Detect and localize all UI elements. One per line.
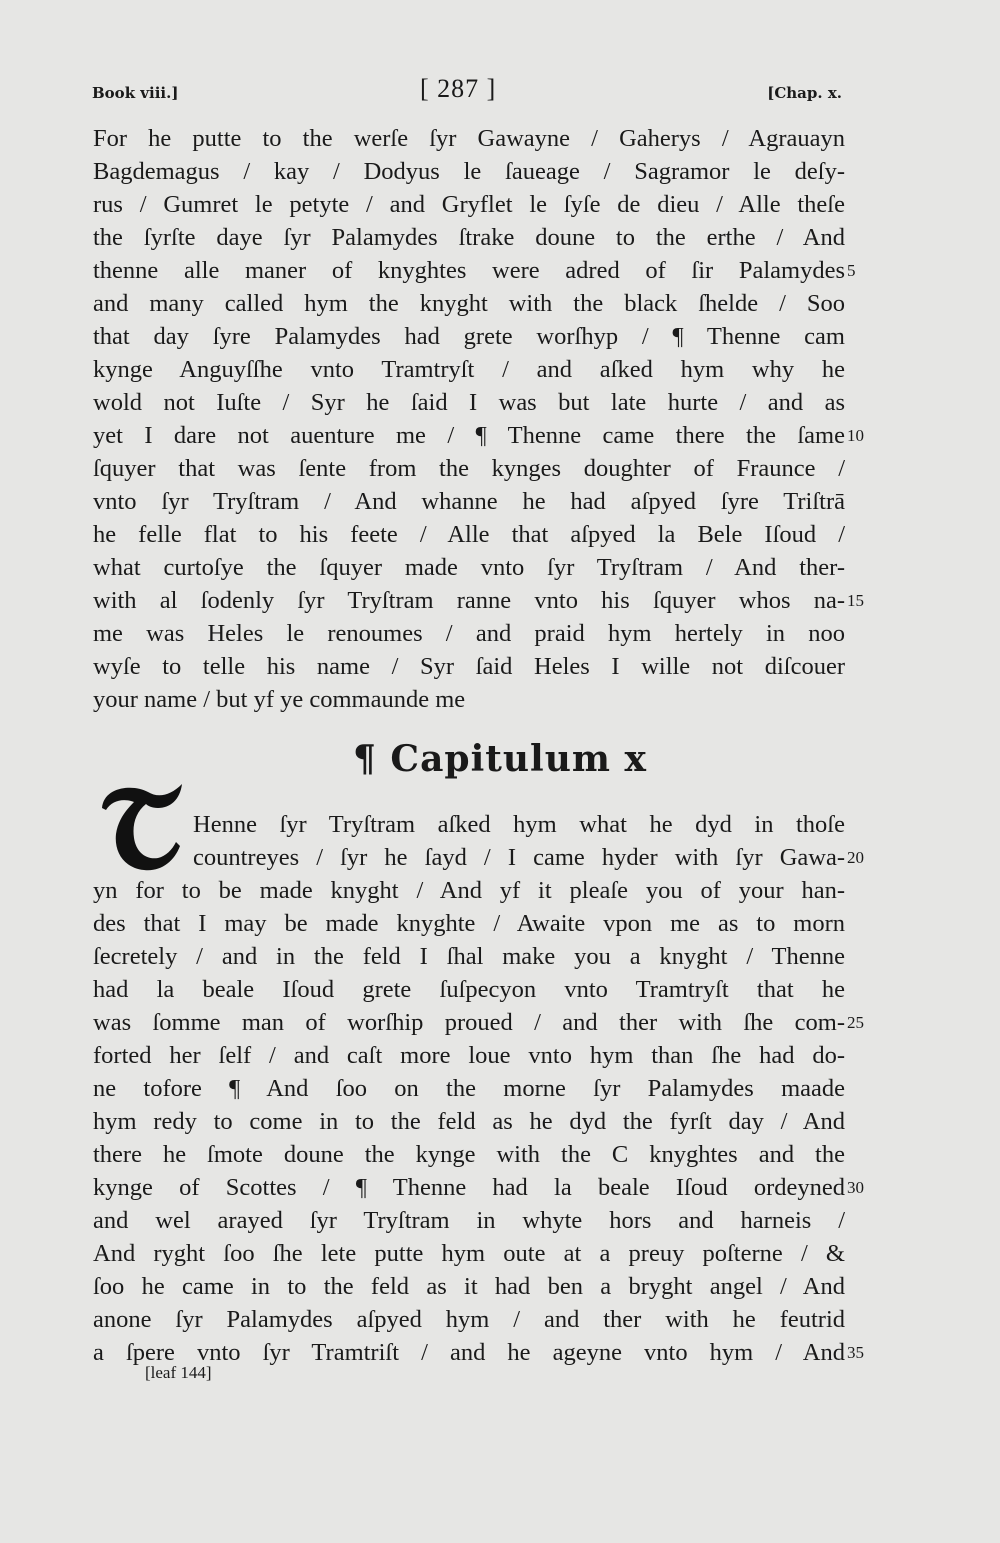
text-line [93, 452, 845, 485]
line-number: 30 [847, 1178, 864, 1197]
chapter-heading: ¶ Capitulum x [352, 738, 647, 780]
text-line [93, 1105, 845, 1138]
leaf-note: [leaf 144] [145, 1363, 212, 1382]
line-text: vnto ſyr Tryſtram / And whanne he had aſpyed ſyre Triſtrā [93, 488, 845, 515]
line-text: me was Heles le renoumes / and praid hym hertely in noo [93, 620, 845, 647]
line-number: 35 [847, 1343, 864, 1362]
line-text: countreyes / ſyr he ſayd / I came hyder with ſyr Gawa- [193, 844, 845, 871]
text-line [93, 518, 845, 551]
line-text: kynge of Scottes / ¶ Thenne had la beale Iſoud ordeyned [93, 1174, 845, 1201]
text-line [93, 1204, 845, 1237]
line-text: a ſpere vnto ſyr Tramtriſt / and he ageyne vnto hym / And [93, 1339, 845, 1366]
text-line [93, 617, 845, 650]
text-line [93, 1171, 864, 1204]
line-text: and wel arayed ſyr Tryſtram in whyte hors and harneis / [93, 1207, 845, 1234]
text-line [93, 1237, 845, 1270]
text-line [93, 874, 845, 907]
text-line [93, 1006, 864, 1039]
line-number: 20 [847, 848, 864, 867]
text-line [93, 155, 845, 188]
line-text: thenne alle maner of knyghtes were adred of ſir Palamydes [93, 257, 845, 284]
line-text: had la beale Iſoud grete ſuſpecyon vnto Tramtryſt that he [93, 976, 845, 1003]
line-text: ne tofore ¶ And ſoo on the morne ſyr Palamydes maade [93, 1075, 845, 1102]
line-text: rus / Gumret le petyte / and Gryflet le ſyſe de dieu / Alle theſe [93, 191, 845, 218]
running-header [92, 72, 842, 112]
text-line [93, 808, 845, 841]
text-line [93, 907, 845, 940]
text-line [93, 485, 845, 518]
text-line [93, 973, 845, 1006]
text-line [93, 841, 864, 874]
text-line [93, 551, 845, 584]
text-line [93, 221, 845, 254]
line-text: there he ſmote doune the kynge with the C knyghtes and the [93, 1141, 845, 1168]
text-line [93, 1039, 845, 1072]
line-text: that day ſyre Palamydes had grete worſhyp / ¶ Thenne cam [93, 323, 845, 350]
text-line [93, 254, 856, 287]
text-line [93, 419, 864, 452]
text-line [93, 1303, 845, 1336]
line-text: ſecretely / and in the feld I ſhal make you a knyght / Thenne [93, 943, 845, 970]
line-text: forted her ſelf / and caſt more loue vnto hym than ſhe had do- [93, 1042, 845, 1069]
line-text: and many called hym the knyght with the black ſhelde / Soo [93, 290, 845, 317]
line-number: 5 [847, 261, 856, 280]
line-text: And ryght ſoo ſhe lete putte hym oute at a preuy poſterne / & [93, 1240, 845, 1267]
text-line [93, 188, 845, 221]
line-text: kynge Anguyſſhe vnto Tramtryſt / and aſked hym why he [93, 356, 845, 383]
line-text: yn for to be made knyght / And yf it pleaſe you of your han- [93, 877, 845, 904]
page-number: [ 287 ] [420, 74, 497, 103]
line-text: what curtoſye the ſquyer made vnto ſyr Tryſtram / And ther- [93, 554, 845, 581]
text-line [93, 386, 845, 419]
chapter-label: [Chap. x. [767, 84, 842, 102]
text-line [93, 353, 845, 386]
line-text: ſoo he came in to the feld as it had ben a bryght angel / And [93, 1273, 845, 1300]
line-text: ſquyer that was ſente from the kynges doughter of Fraunce / [93, 455, 845, 482]
line-text: anone ſyr Palamydes aſpyed hym / and ther with he feutrid [93, 1306, 845, 1333]
text-line [93, 584, 864, 617]
line-number: 25 [847, 1013, 864, 1032]
line-text: yet I dare not auenture me / ¶ Thenne came there the ſame [93, 422, 845, 449]
line-text: the ſyrſte daye ſyr Palamydes ſtrake doune to the erthe / And [93, 224, 845, 251]
text-line [93, 320, 845, 353]
line-text: des that I may be made knyghte / Awaite vpon me as to morn [93, 910, 845, 937]
line-text: hym redy to come in to the feld as he dyd the fyrſt day / And [93, 1108, 845, 1135]
book-label: Book viii.] [92, 84, 179, 102]
line-text: wyſe to telle his name / Syr ſaid Heles I wille not diſcouer [93, 653, 845, 680]
text-line [93, 122, 845, 155]
text-line [93, 1270, 845, 1303]
line-text: Henne ſyr Tryſtram aſked hym what he dyd in thoſe [193, 811, 845, 838]
text-block-lower [93, 808, 864, 1369]
line-text: wold not Iuſte / Syr he ſaid I was but late hurte / and as [93, 389, 845, 416]
line-number: 10 [847, 426, 864, 445]
text-line [93, 650, 845, 683]
text-block-upper [93, 122, 864, 716]
line-text: with al ſodenly ſyr Tryſtram ranne vnto his ſquyer whos na- [93, 587, 845, 614]
line-text: he felle flat to his feete / Alle that aſpyed la Bele Iſoud / [93, 521, 845, 548]
text-line [93, 1072, 845, 1105]
text-line [93, 940, 845, 973]
text-line [93, 287, 845, 320]
line-text: For he putte to the werſe ſyr Gawayne / Gaherys / Agrauayn [93, 125, 845, 152]
text-line [93, 683, 845, 716]
line-text: was ſomme man of worſhip proued / and ther with ſhe com- [93, 1009, 845, 1036]
line-text: your name / but yf ye commaunde me [93, 686, 466, 713]
line-text: Bagdemagus / kay / Dodyus le ſaueage / Sagramor le deſy- [93, 158, 845, 185]
text-line [93, 1138, 845, 1171]
line-number: 15 [847, 591, 864, 610]
